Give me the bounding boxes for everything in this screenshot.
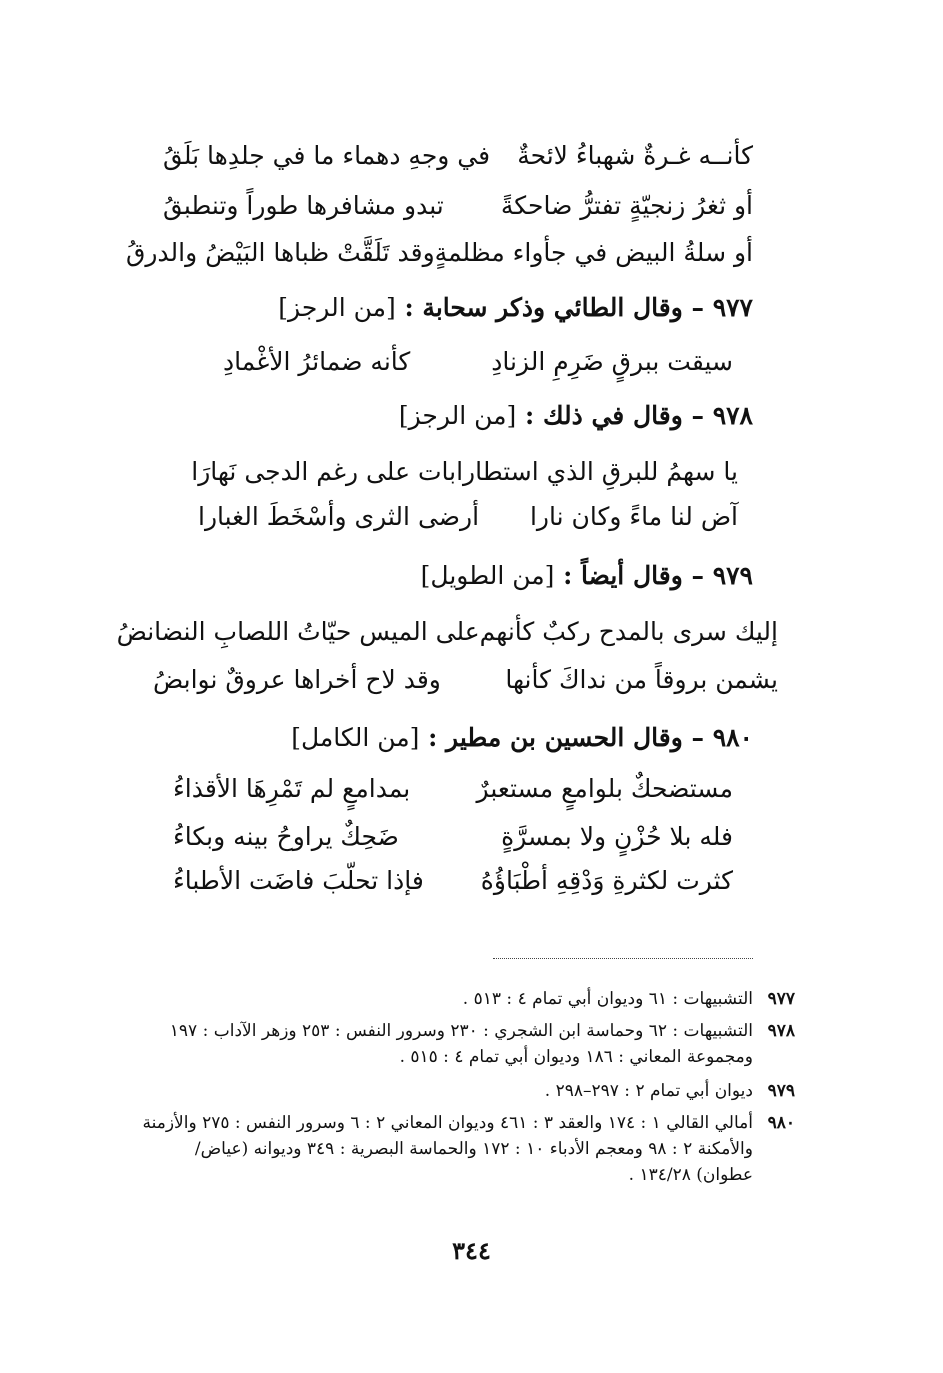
verse-line [173,820,733,854]
verse-line [163,189,753,223]
footnote-line: عطوان) ١٣٤/٢٨ . [628,1165,753,1185]
verse-line [116,615,778,649]
footnote-number: ٩٧٧ [767,989,795,1009]
footnote-line: التشبيهات : ٦١ وديوان أبي تمام ٤ : ٥١٣ . [462,989,753,1009]
verse-first-hemistich: فله بلا حُزْنٍ ولا بمسرَّةٍ [501,822,733,851]
meter-label: [من الكامل] [291,723,420,752]
verse-first-hemistich: أو ثغرُ زنجيّةٍ تفترُّ ضاحكةً [500,191,753,220]
verse-line [173,772,733,806]
verse-line [125,236,753,270]
entry-number: ٩٨٠ [712,723,753,752]
verse-first-hemistich: كثرت لكثرةِ وَدْقِهِ أطْبَاؤُهُ [480,866,733,895]
verse-line [223,345,733,379]
footnote-line: والأمكنة ٢ : ٩٨ ومعجم الأدباء ١٠ : ١٧٢ والحماسة البصرية : ٣٤٩ وديوانه (عياض/ [194,1139,753,1159]
verse-second-hemistich: في وجهِ دهماء ما في جلدِها بَلَقُ [163,141,491,170]
entry-heading [399,398,753,434]
verse-line [173,864,733,898]
verse-first-hemistich: آض لنا ماءً وكان نارا [529,502,738,531]
footnote [115,1078,795,1104]
verse-second-hemistich: فإذا تحلّبَ فاضَت الأطباءُ [173,866,424,895]
verse-second-hemistich: بمدامعٍ لم تَمْرِهَا الأقذاءُ [173,774,411,803]
verse-first-hemistich: يا سهمُ للبرقِ الذي استطارا [456,457,738,486]
entry-title: – وقال الحسين بن مطير : [428,723,704,752]
verse-line [163,139,753,173]
verse-second-hemistich: وقد تَلَقَّتْ ظباها البَيْضُ والدرقُ [125,238,435,267]
entry-number: ٩٧٧ [712,293,753,322]
verse-line [191,455,738,489]
entry-heading [421,558,753,594]
footnote-line: أمالي القالي ١ : ١٧٤ والعقد ٣ : ٤٦١ وديوان المعاني ٢ : ٦ وسرور النفس : ٢٧٥ والأزمنة [142,1113,753,1133]
verse-second-hemistich: تبدو مشافرها طوراً وتنطبقُ [163,191,444,220]
meter-label: [من الرجز] [398,401,517,430]
verse-first-hemistich: إليك سرى بالمدح ركبٌ كأنهم [479,617,778,646]
verse-line [153,663,778,697]
entry-title: – وقال في ذلك : [525,401,704,430]
verse-second-hemistich: على الميس حيّاتُ اللصابِ النضانضُ [116,617,480,646]
footnote [115,986,795,1012]
footnote [115,1018,795,1070]
verse-first-hemistich: يشمن بروقاً من نداكَ كأنها [505,665,778,694]
entry-title: – وقال الطائي وذكر سحابة : [404,293,704,322]
entry-heading [278,290,753,326]
footnote-line: ديوان أبي تمام ٢ : ٢٩٧–٢٩٨ . [544,1081,753,1101]
entry-number: ٩٧٨ [712,401,753,430]
meter-label: [من الطويل] [420,561,555,590]
verse-second-hemistich: أرضى الثرى وأسْخَطَ الغبارا [198,502,480,531]
footnote-number: ٩٨٠ [767,1113,795,1133]
footnote-line: ومجموعة المعاني : ١٨٦ وديوان أبي تمام ٤ : ٥١٥ . [399,1047,753,1067]
entry-heading [291,720,753,756]
verse-first-hemistich: مستضحكٌ بلوامعٍ مستعبرٌ [476,774,733,803]
verse-first-hemistich: كأنــه غـرةٌ شهباءُ لائحةٌ [517,141,753,170]
footnote-separator [493,958,753,959]
page-number: ٣٤٤ [452,1236,491,1265]
verse-second-hemistich: بات على رغم الدجى نَهارَا [191,457,457,486]
meter-label: [من الرجز] [278,293,396,322]
verse-second-hemistich: كأنه ضمائرُ الأغْمادِ [223,347,411,376]
footnote-line: التشبيهات : ٦٢ وحماسة ابن الشجري : ٢٣٠ وسرور النفس : ٢٥٣ وزهر الآداب : ١٩٧ [169,1021,753,1041]
footnote [115,1110,795,1188]
verse-second-hemistich: ضَحِكٌ يراوحُ بينه وبكاءُ [173,822,399,851]
entry-title: – وقال أيضاً : [563,561,704,590]
footnote-number: ٩٧٩ [767,1081,795,1101]
footnote-number: ٩٧٨ [767,1021,795,1041]
verse-second-hemistich: وقد لاح أخراها عروقٌ نوابضُ [153,665,441,694]
verse-first-hemistich: سيقت ببرقٍ ضَرِمِ الزنادِ [491,347,733,376]
entry-number: ٩٧٩ [712,561,753,590]
verse-first-hemistich: أو سلةُ البيض في جأواء مظلمةٍ [434,238,753,267]
verse-line [198,500,738,534]
